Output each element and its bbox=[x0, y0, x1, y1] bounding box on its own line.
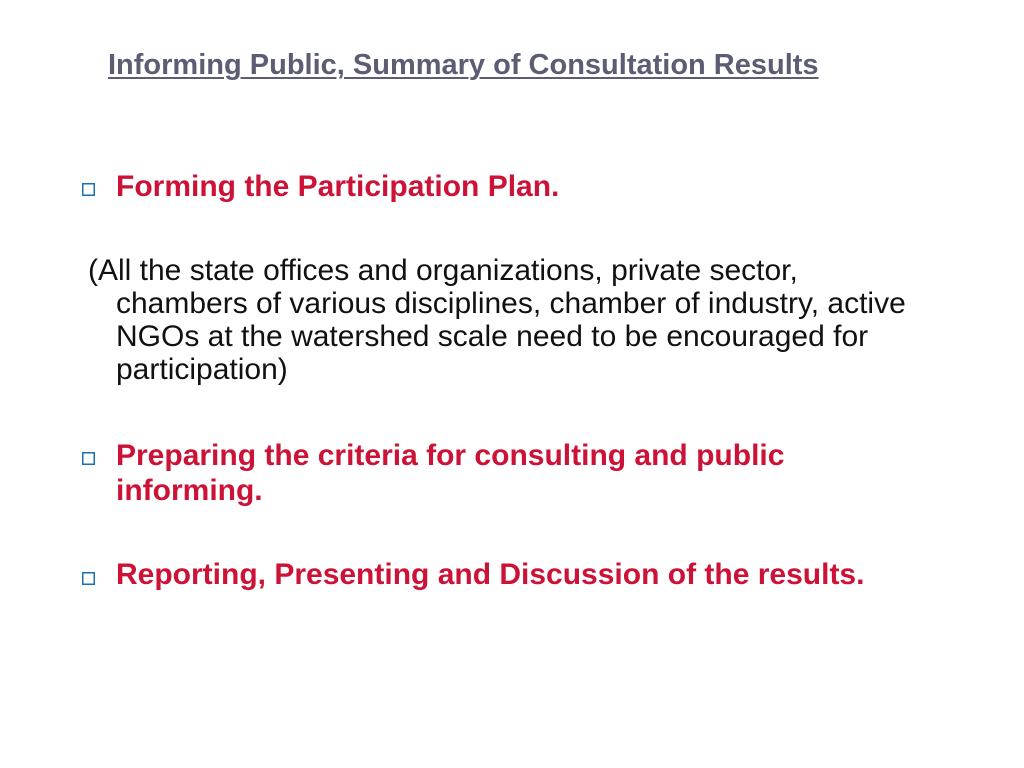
list-item-reporting: Reporting, Presenting and Discussion of the results. bbox=[116, 558, 865, 591]
square-bullet-icon bbox=[82, 572, 96, 586]
square-bullet-icon bbox=[82, 183, 96, 197]
list-item-participation-plan: Forming the Participation Plan. bbox=[116, 170, 560, 203]
participation-note: (All the state offices and organizations, private sector, chambers of various disciplines, chamber of industry, active NGOs at the watershed scale need to be encouraged for participation) bbox=[88, 254, 906, 386]
slide-title: Informing Public, Summary of Consultation Results bbox=[108, 49, 819, 81]
list-item-criteria: Preparing the criteria for consulting and public informing. bbox=[116, 439, 785, 507]
square-bullet-icon bbox=[82, 452, 96, 466]
